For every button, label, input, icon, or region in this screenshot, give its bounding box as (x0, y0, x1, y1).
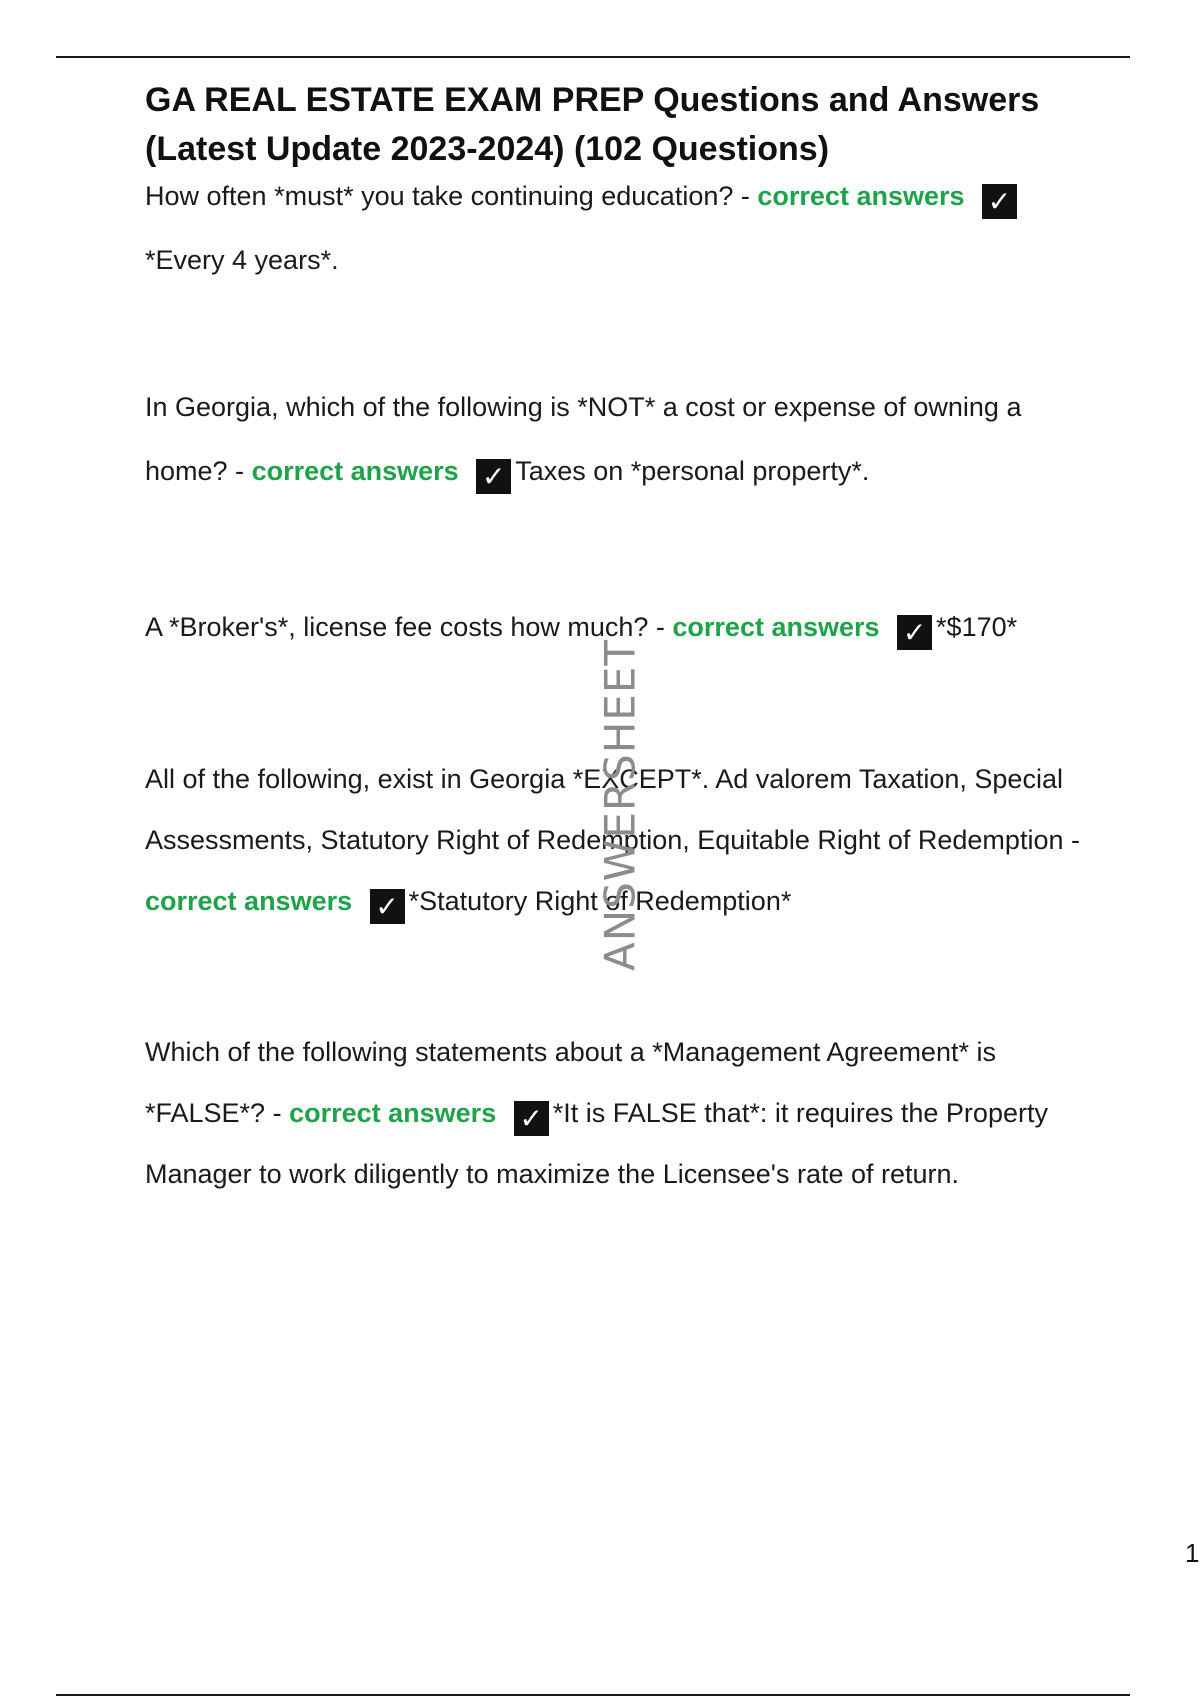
correct-answers-label: correct answers (145, 886, 353, 916)
answer-text: Taxes on *personal property*. (515, 456, 870, 486)
page-number: 1 (1185, 1538, 1200, 1568)
answersheet-watermark: ANSWERSHEET (595, 638, 645, 972)
check-box-icon: ✓ (370, 889, 405, 924)
question-text: All of the following, exist in Georgia *EXCEPT*. Ad valorem Taxation, Special Assessments, Statutory Right of Redemption, Equitable Right of Redemption - (145, 764, 1080, 855)
answer-text: *It is FALSE that*: it requires the Property Manager to work diligently to maximize the Licensee's rate of return. (145, 1098, 1048, 1189)
answer-text: *Statutory Right of Redemption* (408, 886, 792, 916)
qa-item-2 (145, 375, 1085, 503)
correct-answers-label: correct answers (672, 612, 880, 642)
check-box-icon: ✓ (514, 1101, 549, 1136)
bottom-rule (56, 1694, 1130, 1696)
check-box-icon: ✓ (476, 459, 511, 494)
check-box-icon: ✓ (897, 615, 932, 650)
check-box-icon: ✓ (982, 184, 1017, 219)
question-text: A *Broker's*, license fee costs how much? - (145, 612, 665, 642)
qa-item-5 (145, 1022, 1085, 1205)
qa-item-1 (145, 164, 1085, 292)
question-text: Which of the following statements about a *Management Agreement* is *FALSE*? - (145, 1037, 996, 1128)
document-title: GA REAL ESTATE EXAM PREP Questions and Answers (Latest Update 2023-2024) (102 Questions) (145, 81, 1040, 168)
correct-answers-label: correct answers (289, 1098, 497, 1128)
answer-text: *Every 4 years*. (145, 245, 339, 275)
top-rule (56, 56, 1130, 58)
answer-text: *$170* (936, 612, 1018, 642)
correct-answers-label: correct answers (251, 456, 459, 486)
correct-answers-label: correct answers (757, 181, 965, 211)
question-text: In Georgia, which of the following is *NOT* a cost or expense of owning a home? - (145, 392, 1022, 486)
question-text: How often *must* you take continuing education? - (145, 181, 750, 211)
